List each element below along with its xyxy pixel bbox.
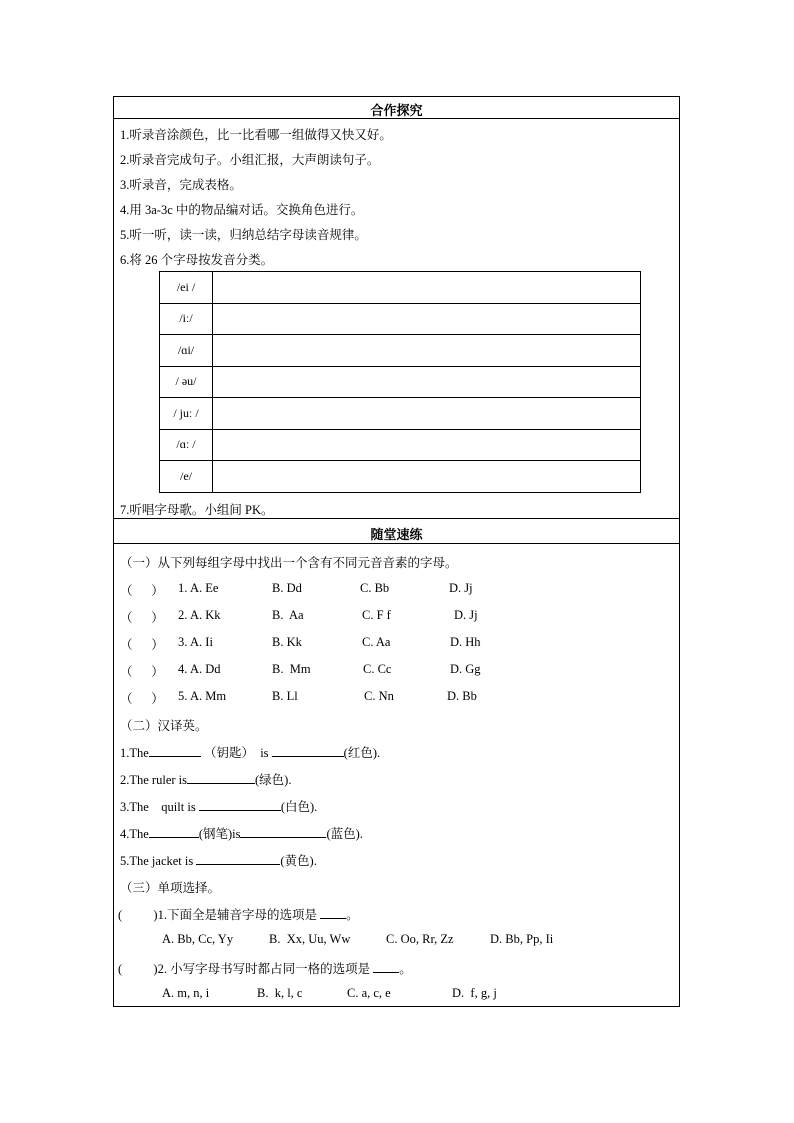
choice-q2: ( )2. 小写字母书写时都占同一格的选项是 。 <box>118 962 412 976</box>
step-6: 6.将 26 个字母按发音分类。 <box>120 253 274 267</box>
item-number: 5. <box>178 689 188 703</box>
table-row <box>160 398 641 430</box>
answer-cell[interactable] <box>213 303 641 335</box>
table-row <box>160 272 641 304</box>
answer-blank[interactable] <box>373 960 399 973</box>
table-row <box>160 335 641 367</box>
option-d: D. Gg <box>450 662 481 676</box>
step-7: 7.听唱字母歌。小组间 PK。 <box>120 503 274 517</box>
divider <box>114 518 679 519</box>
option-d: D. Jj <box>454 608 478 622</box>
option-c: C. F f <box>362 608 391 622</box>
option-a: A. Kk <box>190 608 221 622</box>
option-c: C. a, c, e <box>347 986 391 1000</box>
divider <box>114 118 679 119</box>
option-d: D. Bb <box>447 689 477 703</box>
step-2: 2.听录音完成句子。小组汇报，大声朗读句子。 <box>120 153 380 167</box>
item-number: 1. <box>178 581 188 595</box>
answer-blank[interactable] <box>320 906 346 919</box>
translate-item-5: 5.The jacket is (黄色). <box>120 854 317 868</box>
answer-paren[interactable]: ( ) <box>118 908 158 922</box>
section-title-cooperative: 合作探究 <box>370 103 423 118</box>
answer-paren[interactable]: （ ） <box>120 692 164 706</box>
option-a: A. Bb, Cc, Yy <box>162 932 234 946</box>
translate-item-3: 3.The quilt is (白色). <box>120 800 318 814</box>
answer-cell[interactable] <box>213 461 641 493</box>
option-a: A. m, n, i <box>162 986 210 1000</box>
answer-blank[interactable] <box>199 798 281 811</box>
worksheet-frame <box>113 96 680 1007</box>
item-number: 4. <box>178 662 188 676</box>
answer-cell[interactable] <box>213 366 641 398</box>
table-row <box>160 366 641 398</box>
part3-heading: （三）单项选择。 <box>120 881 221 895</box>
item-number: 2. <box>178 608 188 622</box>
phonetic-symbol: / əu/ <box>160 366 213 398</box>
answer-cell[interactable] <box>213 335 641 367</box>
option-b: B. Ll <box>272 689 298 703</box>
step-4: 4.用 3a-3c 中的物品编对话。交换角色进行。 <box>120 203 364 217</box>
divider <box>114 543 679 544</box>
answer-paren[interactable]: （ ） <box>120 665 164 679</box>
option-d: D. f, g, j <box>452 986 497 1000</box>
phonetic-symbol: /ɑː / <box>160 429 213 461</box>
answer-cell[interactable] <box>213 398 641 430</box>
phonetic-symbol: /iː/ <box>160 303 213 335</box>
table-row <box>160 429 641 461</box>
option-c: C. Aa <box>362 635 391 649</box>
option-c: C. Bb <box>360 581 390 595</box>
option-b: B. k, l, c <box>257 986 303 1000</box>
part1-heading: （一）从下列每组字母中找出一个含有不同元音音素的字母。 <box>120 556 458 570</box>
phonetic-table <box>159 271 641 493</box>
translate-item-1: 1.The （钥匙） is (红色). <box>120 746 381 760</box>
table-row <box>160 461 641 493</box>
option-b: B. Kk <box>272 635 302 649</box>
step-5: 5.听一听，读一读，归纳总结字母读音规律。 <box>120 228 367 242</box>
table-row <box>160 303 641 335</box>
answer-blank[interactable] <box>240 825 326 838</box>
option-a: A. Ee <box>190 581 219 595</box>
translate-item-2: 2.The ruler is (绿色). <box>120 773 292 787</box>
option-c: C. Nn <box>364 689 394 703</box>
answer-blank[interactable] <box>272 744 344 757</box>
option-a: A. Dd <box>190 662 221 676</box>
item-number: 3. <box>178 635 188 649</box>
answer-blank[interactable] <box>149 825 199 838</box>
answer-blank[interactable] <box>149 744 201 757</box>
option-b: B. Xx, Uu, Ww <box>269 932 351 946</box>
phonetic-symbol: /ɑi/ <box>160 335 213 367</box>
option-a: A. Ii <box>190 635 213 649</box>
translate-item-4: 4.The (钢笔)is (蓝色). <box>120 827 363 841</box>
step-1: 1.听录音涂颜色，比一比看哪一组做得又快又好。 <box>120 128 392 142</box>
phonetic-symbol: / juː / <box>160 398 213 430</box>
phonetic-symbol: /ei / <box>160 272 213 304</box>
step-3: 3.听录音，完成表格。 <box>120 178 242 192</box>
answer-paren[interactable]: ( ) <box>118 962 158 976</box>
answer-cell[interactable] <box>213 272 641 304</box>
phonetic-symbol: /e/ <box>160 461 213 493</box>
answer-paren[interactable]: （ ） <box>120 638 164 652</box>
answer-blank[interactable] <box>196 852 280 865</box>
option-c: C. Oo, Rr, Zz <box>386 932 454 946</box>
choice-q1: ( )1.下面全是辅音字母的选项是 。 <box>118 908 359 922</box>
answer-cell[interactable] <box>213 429 641 461</box>
section-title-practice: 随堂速练 <box>370 527 423 542</box>
option-c: C. Cc <box>363 662 392 676</box>
answer-paren[interactable]: （ ） <box>120 584 164 598</box>
option-d: D. Bb, Pp, Ii <box>490 932 554 946</box>
part2-heading: （二）汉译英。 <box>120 719 208 733</box>
option-a: A. Mm <box>190 689 227 703</box>
option-d: D. Hh <box>450 635 481 649</box>
option-b: B. Aa <box>272 608 304 622</box>
answer-paren[interactable]: （ ） <box>120 611 164 625</box>
option-b: B. Mm <box>272 662 311 676</box>
answer-blank[interactable] <box>187 771 255 784</box>
option-d: D. Jj <box>449 581 473 595</box>
option-b: B. Dd <box>272 581 302 595</box>
